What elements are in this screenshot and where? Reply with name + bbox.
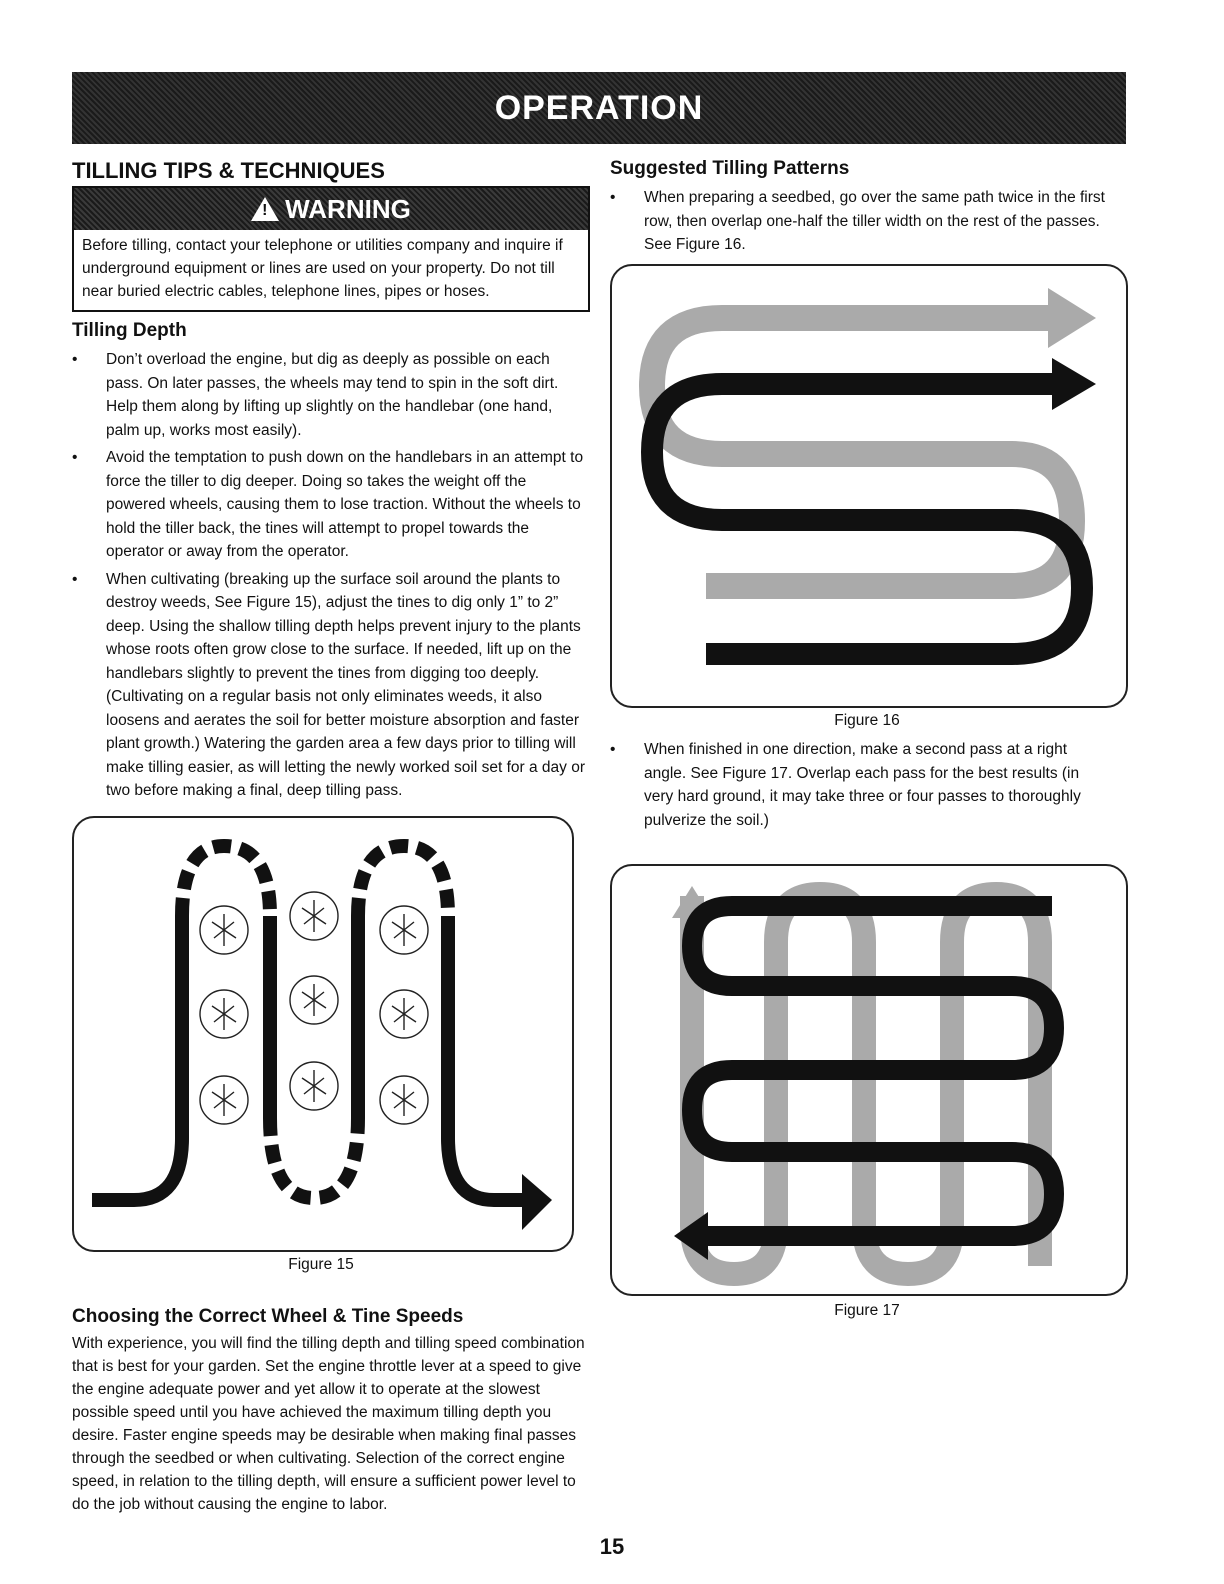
section-title: TILLING TIPS & TECHNIQUES bbox=[72, 158, 385, 183]
banner-title: OPERATION bbox=[494, 88, 704, 127]
figure-17 bbox=[610, 864, 1128, 1296]
list-item: • When cultivating (breaking up the surface soil around the plants to destroy weeds, See Figure 15), adjust the tines to dig only 1” to 2” deep. Using the shallow tilling depth helps prevent injury to the plants whose roots often grow close to the surface. If needed, lift up on the handlebars slightly to prevent the tines from digging too deeply. (Cultivating on a regular basis not only eliminates weeds, it also loosens and aerates the soil for better moisture absorption and faster plant growth.) Watering the garden area a few days prior to tilling will make tilling easier, as will letting the newly worked soil set for a day or two before making a final, deep tilling pass. bbox=[72, 568, 586, 803]
list-item: • Avoid the temptation to push down on the handlebars in an attempt to force the tiller to dig deeper. Doing so takes the weight off the powered wheels, causing them to lose traction. Without the wheels to hold the tiller back, the tines will attempt to propel towards the operator or away from the operator. bbox=[72, 446, 586, 564]
warning-triangle-icon: ! bbox=[251, 197, 279, 221]
figure-15 bbox=[72, 816, 574, 1252]
speeds-paragraph: With experience, you will find the tilling depth and tilling speed combination that is best for your garden. Set the engine throttle lever at a speed to give the engine adequate power and yet allow it to operate at the slowest possible speed until you have achieved the maximum tilling depth you desire. Faster engine speeds may be desirable when making final passes through the seedbed or when cultivating. Selection of the correct engine speed, in relation to the tilling depth, will ensure a sufficient power level to do the job without causing the engine to labor. bbox=[72, 1335, 585, 1513]
figure-16-caption: Figure 16 bbox=[834, 712, 900, 729]
figure-17-diagram bbox=[612, 866, 1126, 1294]
warning-header bbox=[74, 188, 588, 230]
list-item: • When preparing a seedbed, go over the same path twice in the first row, then overlap one-half the tiller width on the rest of the passes. See Figure 16. bbox=[610, 186, 1110, 257]
speeds-title: Choosing the Correct Wheel & Tine Speeds bbox=[72, 1306, 464, 1327]
tilling-depth-title: Tilling Depth bbox=[72, 320, 187, 341]
figure-15-diagram bbox=[74, 818, 572, 1250]
tilling-depth-list bbox=[72, 348, 586, 807]
list-item: • Don’t overload the engine, but dig as deeply as possible on each pass. On later passes, the wheels may tend to spin in the soft dirt. Help them along by lifting up slightly on the handlebar (one hand, palm up, works most easily). bbox=[72, 348, 586, 442]
patterns-title: Suggested Tilling Patterns bbox=[610, 158, 850, 179]
figure-17-caption: Figure 17 bbox=[834, 1302, 900, 1319]
warning-label: WARNING bbox=[285, 193, 411, 224]
list-item: • When finished in one direction, make a second pass at a right angle. See Figure 17. Overlap each pass for the best results (in very hard ground, it may take three or four passes to thoroughly pulverize the soil.) bbox=[610, 738, 1110, 832]
patterns-list-1 bbox=[610, 186, 1110, 261]
figure-16 bbox=[610, 264, 1128, 708]
warning-box bbox=[72, 186, 590, 312]
patterns-list-2 bbox=[610, 738, 1110, 836]
page-number: 15 bbox=[599, 1534, 625, 1559]
warning-text: Before tilling, contact your telephone or utilities company and inquire if underground equipment or lines are used on your property. Do not till near buried electric cables, telephone lines, pipes or hoses. bbox=[82, 237, 563, 300]
figure-16-diagram bbox=[612, 266, 1126, 706]
figure-15-caption: Figure 15 bbox=[288, 1256, 354, 1273]
section-banner bbox=[72, 72, 1126, 144]
